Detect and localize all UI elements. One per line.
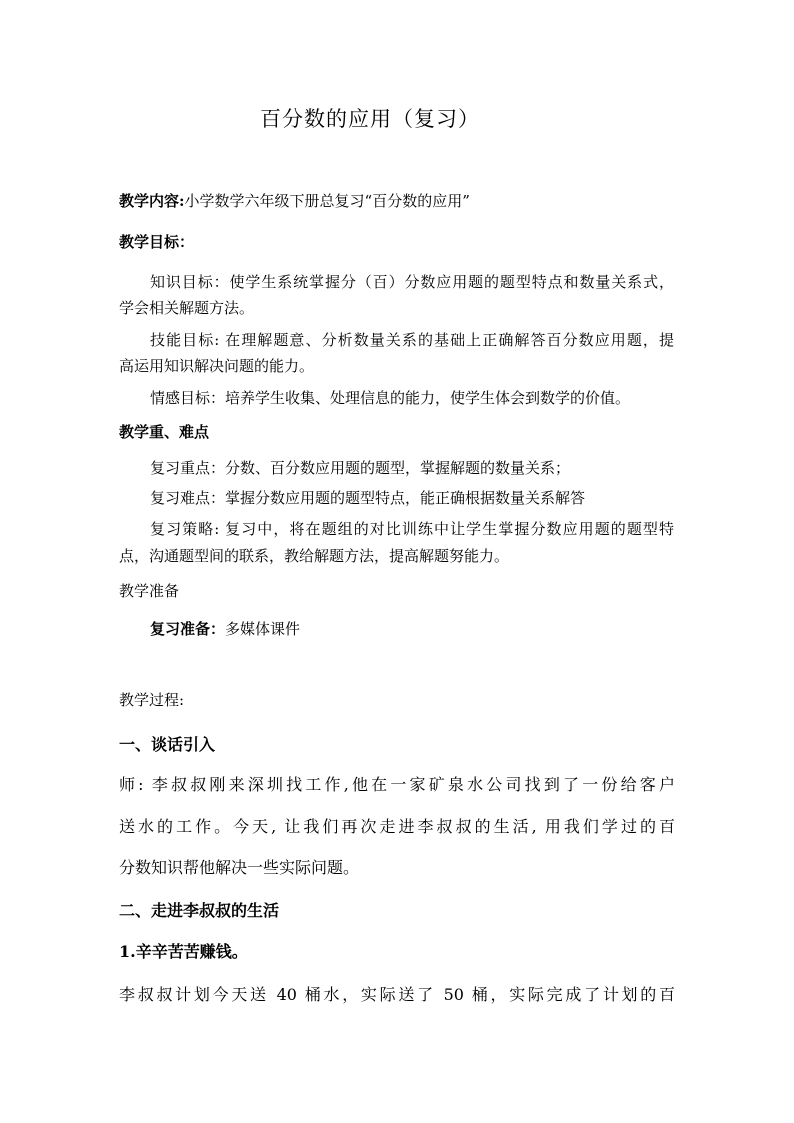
- section-1-heading: 一、谈话引入: [119, 735, 216, 754]
- teaching-content-label: 教学内容:: [119, 192, 185, 210]
- teaching-prep-heading: 教学准备: [119, 582, 180, 600]
- skill-goal-line-1: 技能目标: 在理解题意、分析数量关系的基础上正确解答百分数应用题，提: [150, 331, 674, 349]
- teaching-process-heading: 教学过程:: [119, 691, 185, 709]
- key-difficult-heading: 教学重、难点: [119, 423, 210, 441]
- difficult-point-line: 复习难点：掌握分数应用题的题型特点，能正确根据数量关系解答: [150, 489, 586, 507]
- key-point-line: 复习重点：分数、百分数应用题的题型，掌握解题的数量关系；: [150, 459, 571, 477]
- section-2-heading: 二、走进李叔叔的生活: [119, 901, 280, 920]
- knowledge-goal-line-1: 知识目标：使学生系统掌握分（百）分数应用题的题型特点和数量关系式，: [150, 273, 674, 291]
- intro-paragraph-line-2: 送水的工作。今天, 让我们再次走进李叔叔的生活, 用我们学过的百: [119, 817, 675, 836]
- strategy-line-2: 点，沟通题型间的联系，教给解题方法，提高解题努能力。: [119, 547, 510, 565]
- review-prep-line: [150, 619, 300, 639]
- teaching-content-line: [119, 191, 470, 211]
- strategy-line-1: 复习策略: 复习中，将在题组的对比训练中让学生掌握分数应用题的题型特: [150, 520, 674, 538]
- problem-line: 李叔叔计划今天送 40 桶水，实际送了 50 桶，实际完成了计划的百: [119, 985, 675, 1004]
- teaching-content-text: 小学数学六年级下册总复习“百分数的应用”: [184, 192, 470, 210]
- intro-paragraph-line-3: 分数知识帮他解决一些实际问题。: [119, 858, 360, 877]
- document-title: 百分数的应用（复习）: [260, 107, 480, 131]
- emotion-goal-line: 情感目标：培养学生收集、处理信息的能力，使学生体会到数学的价值。: [150, 389, 631, 407]
- teaching-goals-heading: 教学目标：: [119, 233, 195, 251]
- intro-paragraph-line-1: 师: 李叔叔刚来深圳找工作,他在一家矿泉水公司找到了一份给客户: [119, 775, 675, 794]
- skill-goal-line-2: 高运用知识解决问题的能力。: [119, 357, 315, 375]
- subsection-1-heading: 1.辛辛苦苦赚钱。: [119, 942, 248, 961]
- review-prep-label: 复习准备：: [150, 620, 226, 638]
- knowledge-goal-line-2: 学会相关解题方法。: [119, 299, 255, 317]
- review-prep-text: 多媒体课件: [225, 620, 301, 638]
